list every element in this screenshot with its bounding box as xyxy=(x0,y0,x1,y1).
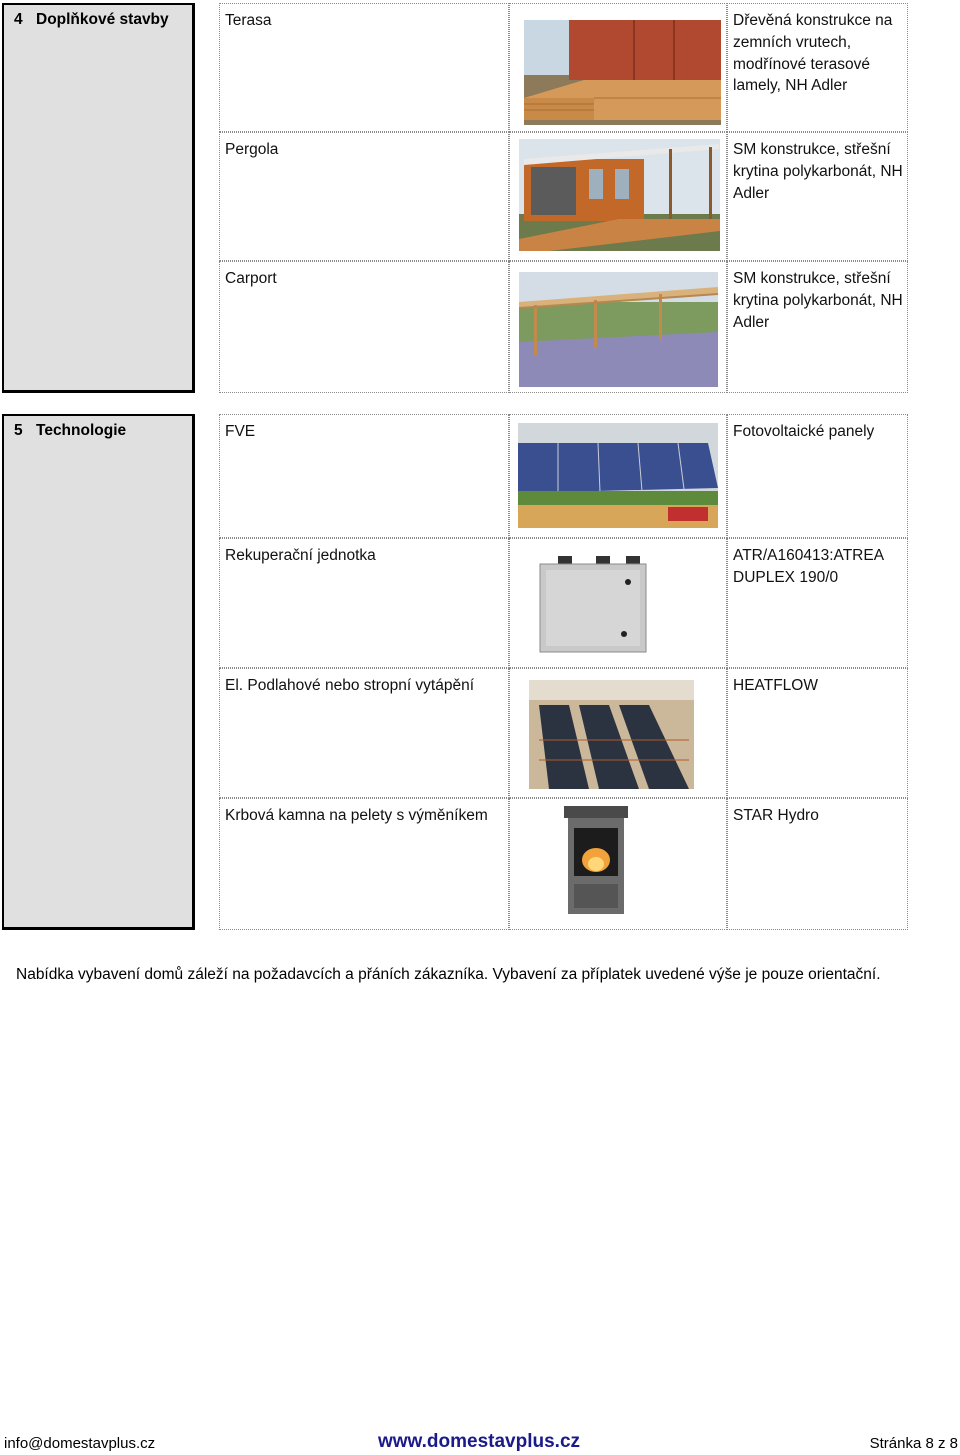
item-description: Dřevěná konstrukce na zemních vrutech, modřínové terasové lamely, NH Adler xyxy=(733,12,893,95)
item-name: FVE xyxy=(225,423,256,440)
item-name-cell xyxy=(219,414,509,538)
item-description-cell xyxy=(727,3,908,132)
pergola-photo xyxy=(519,139,720,251)
item-description-cell xyxy=(727,538,908,668)
item-description: HEATFLOW xyxy=(733,677,818,694)
item-name: Carport xyxy=(225,270,277,287)
pellet-stove-photo xyxy=(560,804,632,920)
category-cell xyxy=(2,414,195,930)
item-name-cell xyxy=(219,798,509,930)
item-name: Rekuperační jednotka xyxy=(225,547,376,564)
item-description: SM konstrukce, střešní krytina polykarbonát, NH Adler xyxy=(733,270,903,331)
category-number: 5 xyxy=(14,422,23,439)
category-title: Doplňkové stavby xyxy=(36,11,169,28)
footer-email[interactable]: info@domestavplus.cz xyxy=(4,1435,156,1452)
item-name: Terasa xyxy=(225,12,272,29)
item-name-cell xyxy=(219,3,509,132)
item-description-cell xyxy=(727,261,908,393)
item-description-cell xyxy=(727,414,908,538)
item-name-cell xyxy=(219,538,509,668)
carport-photo xyxy=(519,272,718,387)
item-name-cell xyxy=(219,132,509,261)
item-description: ATR/A160413:ATREA DUPLEX 190/0 xyxy=(733,547,884,586)
category-cell xyxy=(2,3,195,393)
item-description: SM konstrukce, střešní krytina polykarbonát, NH Adler xyxy=(733,141,903,202)
item-description: Fotovoltaické panely xyxy=(733,423,875,440)
category-number: 4 xyxy=(14,11,23,28)
item-description: STAR Hydro xyxy=(733,807,819,824)
floor-heating-photo xyxy=(529,680,694,789)
terrace-photo xyxy=(524,20,721,125)
item-name-cell xyxy=(219,668,509,798)
recuperation-unit-photo xyxy=(536,552,652,656)
item-name: Pergola xyxy=(225,141,279,158)
item-description-cell xyxy=(727,668,908,798)
item-description-cell xyxy=(727,132,908,261)
footer-website-link[interactable]: www.domestavplus.cz xyxy=(378,1431,581,1452)
category-label xyxy=(14,422,126,440)
footer-page-number: Stránka 8 z 8 xyxy=(869,1435,958,1452)
item-name-cell xyxy=(219,261,509,393)
category-label xyxy=(14,11,169,29)
item-description-cell xyxy=(727,798,908,930)
item-name: El. Podlahové nebo stropní vytápění xyxy=(225,677,475,694)
item-name: Krbová kamna na pelety s výměníkem xyxy=(225,807,488,824)
solar-panels-photo xyxy=(518,423,718,528)
category-title: Technologie xyxy=(36,422,127,439)
offer-note: Nabídka vybavení domů záleží na požadavcích a přáních zákazníka. Vybavení za příplatek uvedené výše je pouze orientační. xyxy=(16,966,881,983)
